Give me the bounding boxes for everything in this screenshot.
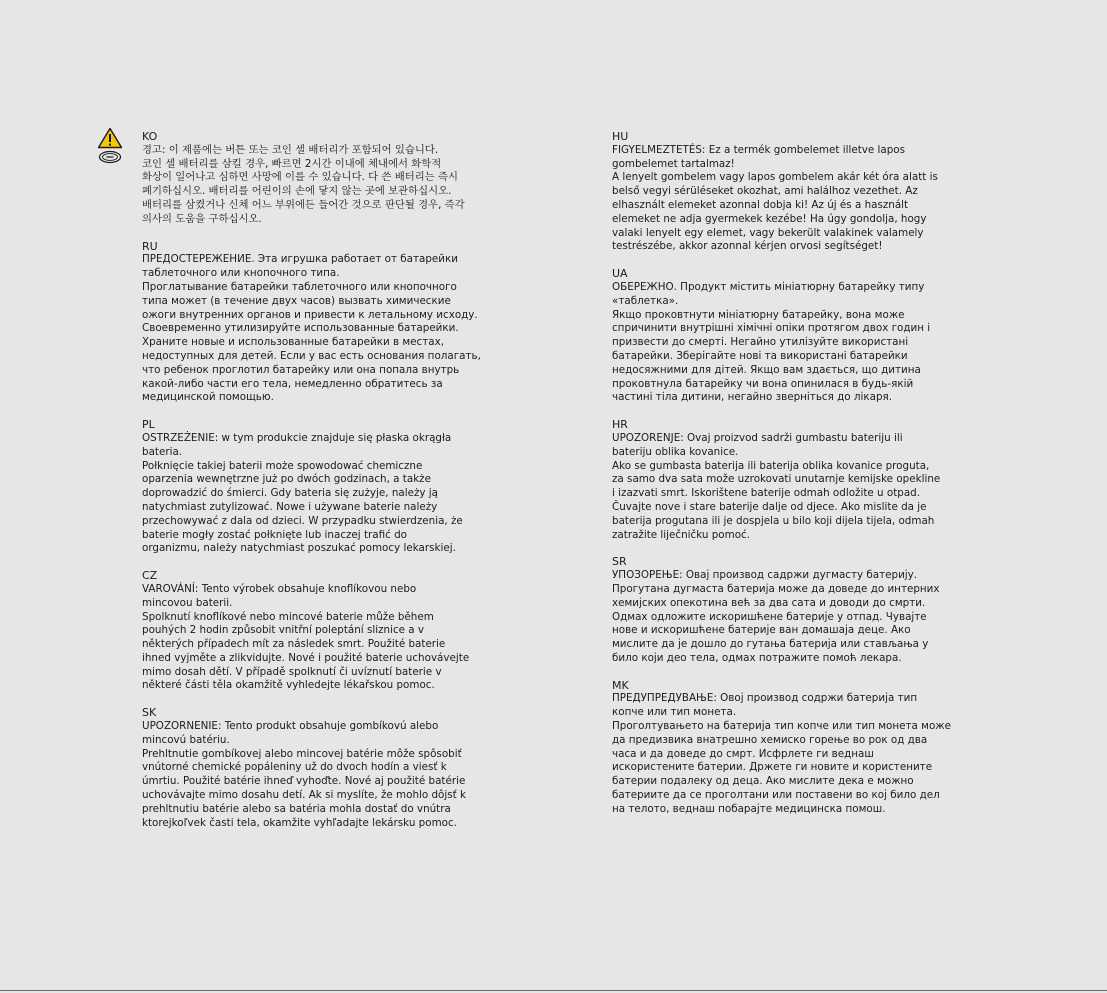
warning-section-ua xyxy=(612,267,992,405)
warning-text: VAROVÁNÍ: Tento výrobek obsahuje knoflíkovou nebo mincovou baterii. Spolknutí knoflíkové nebo mincové baterie může během pouhých 2 hodin způsobit vnitřní poleptání sliznice a v některých případech mít za následek smrt. Použité baterie ihned vyjměte a zlikvidujte. Nové i použité baterie uchovávejte mimo dosah dětí. V případě spolknutí či uvíznutí baterie v některé části těla okamžitě vyhledejte lékařskou pomoc. xyxy=(142,582,470,692)
warning-icons xyxy=(97,127,125,164)
language-code: HR xyxy=(612,418,628,432)
language-code: CZ xyxy=(142,569,158,583)
warning-text: ПРЕДУПРЕДУВАЊЕ: Овој производ содржи батерија тип копче или тип монета. Проголтувањето на батерија тип копче или тип монета може да предизвика внатрешно хемиско горење во рок од два часа и да доведе до смрт. Исфрлете ги веднаш искористените батерии. Држете ги новите и користените батерии подалеку од деца. Ако мислите дека е можно батериите да се проголтани или поставени во кој било дел на телото, веднаш побарајте медицинска помош. xyxy=(612,692,951,815)
language-code: UA xyxy=(612,267,628,281)
language-code: RU xyxy=(142,239,158,253)
language-code: SK xyxy=(142,706,157,720)
warning-section-hr xyxy=(612,418,992,542)
warning-text: FIGYELMEZTETÉS: Ez a termék gombelemet illetve lapos gombelemet tartalmaz! A lenyelt gombelem vagy lapos gombelem akár két óra alatt is belső vegyi sérüléseket okozhat, ami halálhoz vezethet. Az elhasznált elemeket azonnal dobja ki! Az új és a használt elemeket ne adja gyermekek kezébe! Ha úgy gondolja, hogy valaki lenyelt egy elemet, vagy bekerült valakinek valamely testrészébe, akkor azonnal kérjen orvosi segítséget! xyxy=(612,143,938,253)
language-code: MK xyxy=(612,678,629,692)
right-column xyxy=(612,130,992,830)
coin-battery-icon xyxy=(97,150,123,164)
warning-text: 경고: 이 제품에는 버튼 또는 코인 셀 배터리가 포함되어 있습니다. 코인 셀 배터리를 삼킬 경우, 빠르면 2시간 이내에 체내에서 화학적 화상이 일어나고 심하면 사망에 이를 수 있습니다. 다 쓴 배터리는 즉시 폐기하십시오. 배터리를 어린이의 손에 닿지 않는 곳에 보관하십시오. 배터리를 삼켰거나 신체 어느 부위에든 들어간 것으로 판단될 경우, 즉각 의사의 도움을 구하십시오. xyxy=(142,143,465,225)
warning-text: УПОЗОРЕЊЕ: Овај производ садржи дугмасту батерију. Прогутана дугмаста батерија може да доведе до интерних хемијских опекотина већ за два сата и доводи до смрти. Одмах одложите искоришћене батерије у отпад. Чувајте нове и искоришћене батерије ван домашаја деце. Ако мислите да је дошло до гутања батерија или стављања у било који део тела, одмах потражите помоћ лекара. xyxy=(612,569,940,664)
language-code: SR xyxy=(612,555,627,569)
warning-section-mk xyxy=(612,679,992,817)
left-column xyxy=(142,130,522,843)
warning-section-sr xyxy=(612,555,992,665)
warning-section-hu xyxy=(612,130,992,254)
warning-section-pl xyxy=(142,418,522,556)
warning-text: ПРЕДОСТЕРЕЖЕНИЕ. Эта игрушка работает от батарейки таблеточного или кнопочного типа. Проглатывание батарейки таблеточного или кнопочного типа может (в течение двух часов) вызвать химические ожоги внутренних органов и привести к летальному исходу. Своевременно утилизируйте использованные батарейки. Храните новые и использованные батарейки в местах, недоступных для детей. Если у вас есть основания полагать, что ребенок проглотил батарейку или она попала внутрь какой-либо части его тела, немедленно обратитесь за медицинской помощью. xyxy=(142,253,481,404)
warning-text: OSTRZEŻENIE: w tym produkcie znajduje się płaska okrągła bateria. Połknięcie takiej baterii może spowodować chemiczne oparzenia wewnętrzne już po dwóch godzinach, a także doprowadzić do śmierci. Gdy bateria się zużyje, należy ją natychmiast zutylizować. Nowe i używane baterie należy przechowywać z dala od dzieci. W przypadku stwierdzenia, że baterie mogły zostać połknięte lub inaczej trafić do organizmu, należy natychmiast poszukać pomocy lekarskiej. xyxy=(142,431,463,555)
warning-triangle-icon xyxy=(97,127,123,149)
warning-section-ru xyxy=(142,240,522,406)
warning-text: ОБЕРЕЖНО. Продукт містить мініатюрну батарейку типу «таблетка». Якщо проковтнути мініатюрну батарейку, вона може спричинити внутрішні хімічні опіки протягом двох годин і призвести до смерті. Негайно утилізуйте використані батарейки. Зберігайте нові та використані батарейки недосяжними для дітей. Якщо вам здається, що дитина проковтнула батарейку чи вона опинилася в будь-якій частині тіла дитини, негайно зверніться до лікаря. xyxy=(612,280,931,404)
warning-text: UPOZORENJE: Ovaj proizvod sadrži gumbastu bateriju ili bateriju oblika kovanice. Ako se gumbasta baterija ili baterija oblika kovanice proguta, za samo dva sata može uzrokovati unutarnje kemijske opekline i izazvati smrt. Iskorištene baterije odmah odložite u otpad. Čuvajte nove i stare baterije dalje od djece. Ako mislite da je baterija progutana ili je dospjela u bilo koji dijela tijela, odmah zatražite liječničku pomoć. xyxy=(612,431,941,541)
warning-section-ko xyxy=(142,130,522,227)
warning-section-cz xyxy=(142,569,522,693)
language-code: KO xyxy=(142,130,158,143)
language-code: HU xyxy=(612,130,629,143)
language-code: PL xyxy=(142,418,155,432)
bottom-divider xyxy=(0,990,1107,991)
warning-section-sk xyxy=(142,706,522,830)
warning-text: UPOZORNENIE: Tento produkt obsahuje gombíkovú alebo mincovú batériu. Prehltnutie gombíkovej alebo mincovej batérie môže spôsobiť vnútorné chemické popáleniny už do dvoch hodín a viesť k úmrtiu. Použité batérie ihneď vyhoďte. Nové aj použité batérie uchovávajte mimo dosahu detí. Ak si myslíte, že mohlo dôjsť k prehltnutiu batérie alebo sa batéria mohla dostať do vnútra ktorejkoľvek časti tela, okamžite vyhľadajte lekársku pomoc. xyxy=(142,720,466,829)
